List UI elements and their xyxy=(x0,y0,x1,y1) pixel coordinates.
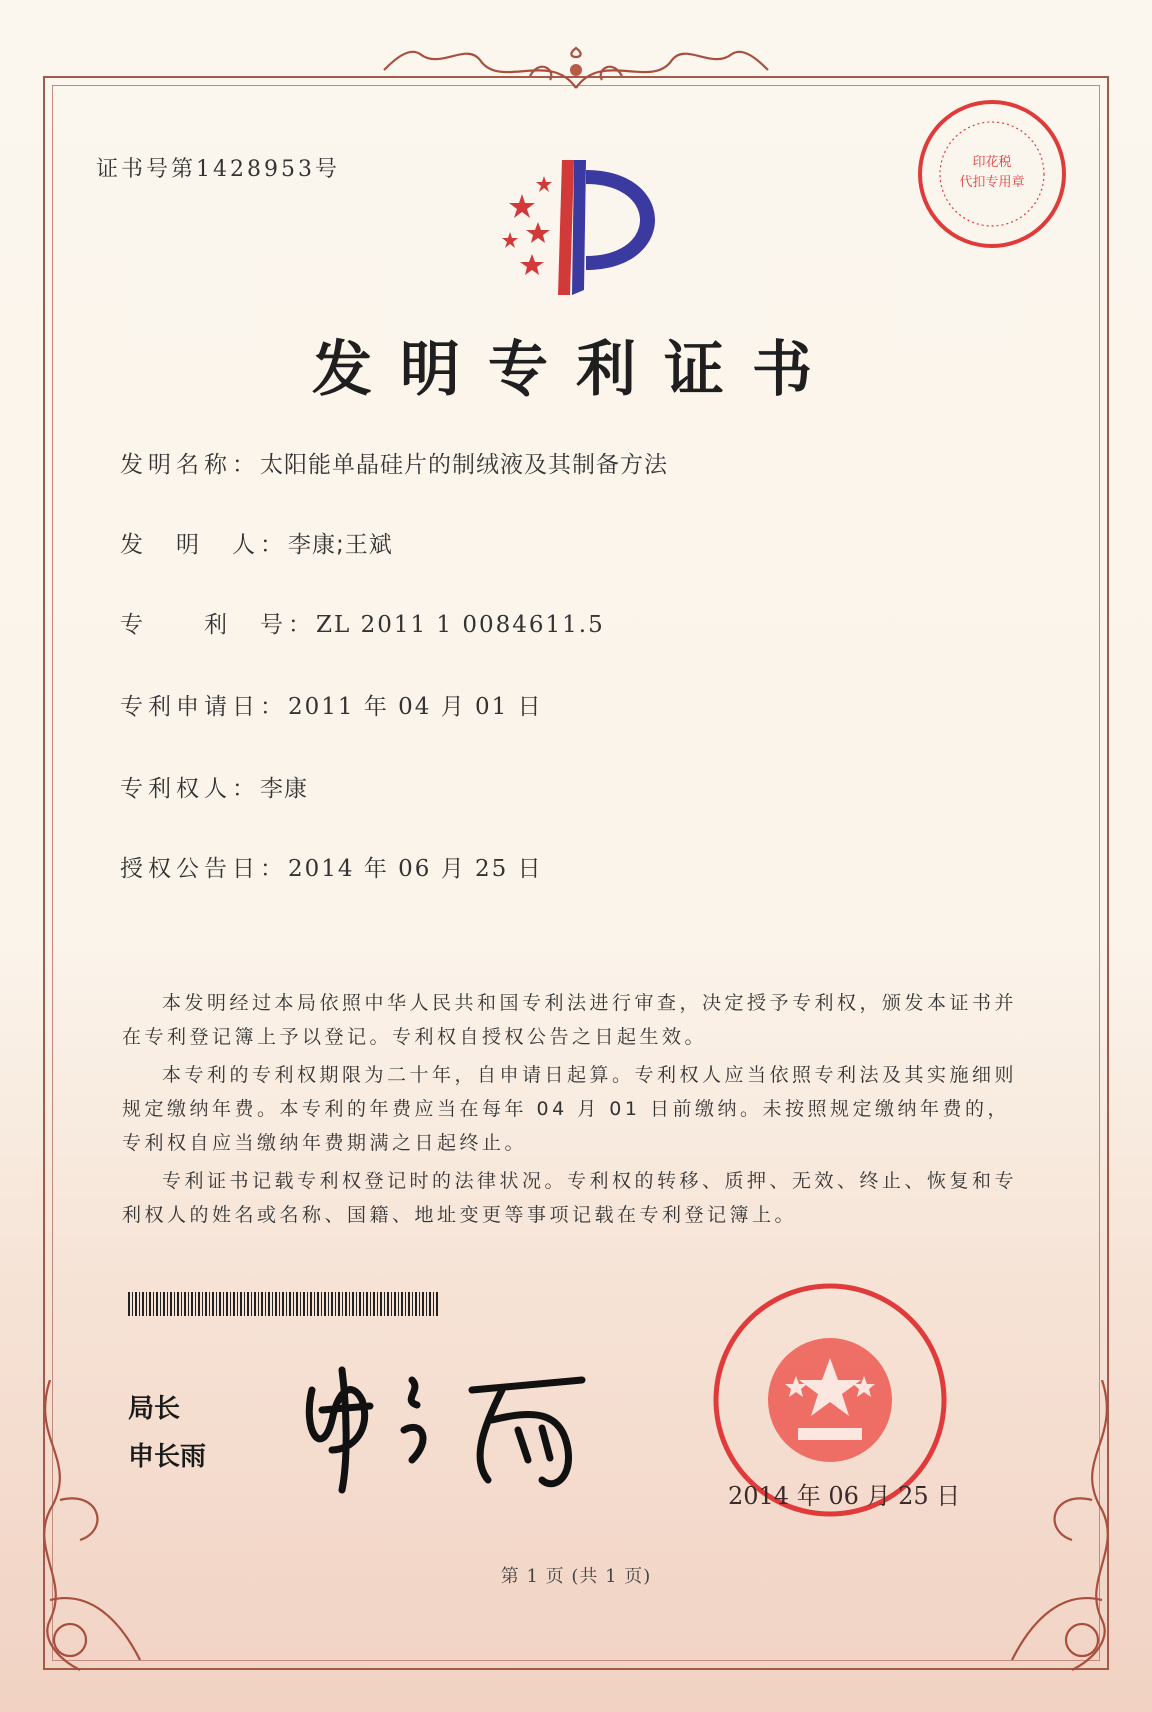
left-corner-ornament-icon xyxy=(20,1380,160,1680)
certificate-title: 发明专利证书 xyxy=(312,335,840,405)
certificate-body xyxy=(122,986,1022,1236)
body-paragraph-3: 专利证书记载专利权登记时的法律状况。专利权的转移、质押、无效、终止、恢复和专利权人的姓名或名称、国籍、地址变更等事项记载在专利登记簿上。 xyxy=(122,1170,1018,1226)
grant-date-field: 授权公告日：2014 年 06 月 25 日 xyxy=(120,856,543,882)
certificate-number: 证书号第1428953号 xyxy=(96,157,340,182)
patent-office-logo-icon xyxy=(488,150,678,300)
invention-name-field: 发明名称：太阳能单晶硅片的制绒液及其制备方法 xyxy=(120,452,668,478)
invention-name-value: 太阳能单晶硅片的制绒液及其制备方法 xyxy=(260,452,668,478)
application-date-field: 专利申请日：2011 年 04 月 01 日 xyxy=(120,694,543,720)
top-ornament-icon xyxy=(380,40,772,96)
svg-text:代扣专用章: 代扣专用章 xyxy=(959,175,1025,190)
patent-number-value: ZL 2011 1 0084611.5 xyxy=(316,612,605,638)
patentee-field: 专利权人：李康 xyxy=(120,776,308,802)
patentee-value: 李康 xyxy=(260,776,308,802)
director-name: 申长雨 xyxy=(128,1442,207,1472)
patent-number-field: 专 利 号：ZL 2011 1 0084611.5 xyxy=(120,612,605,638)
application-date-value: 2011 年 04 月 01 日 xyxy=(288,694,543,720)
director-signature-icon xyxy=(292,1350,602,1500)
tax-stamp-seal-icon xyxy=(912,94,1072,254)
svg-text:印花税: 印花税 xyxy=(972,155,1012,170)
seal-date: 2014 年 06 月 25 日 xyxy=(728,1482,961,1510)
inventor-field: 发 明 人：李康;王斌 xyxy=(120,532,393,558)
grant-date-value: 2014 年 06 月 25 日 xyxy=(288,856,543,882)
page-number: 第 1 页 (共 1 页) xyxy=(500,1566,652,1587)
barcode xyxy=(128,1292,438,1316)
inventor-value: 李康;王斌 xyxy=(288,532,393,558)
right-corner-ornament-icon xyxy=(992,1380,1132,1680)
director-title: 局长 xyxy=(128,1394,181,1424)
body-paragraph-2: 本专利的专利权期限为二十年，自申请日起算。专利权人应当依照专利法及其实施细则规定缴纳年费。本专利的年费应当在每年 04 月 01 日前缴纳。未按照规定缴纳年费的，专利权自应当缴纳年费期满之日起终止。 xyxy=(122,1064,1018,1154)
body-paragraph-1: 本发明经过本局依照中华人民共和国专利法进行审查，决定授予专利权，颁发本证书并在专利登记簿上予以登记。专利权自授权公告之日起生效。 xyxy=(122,992,1018,1048)
